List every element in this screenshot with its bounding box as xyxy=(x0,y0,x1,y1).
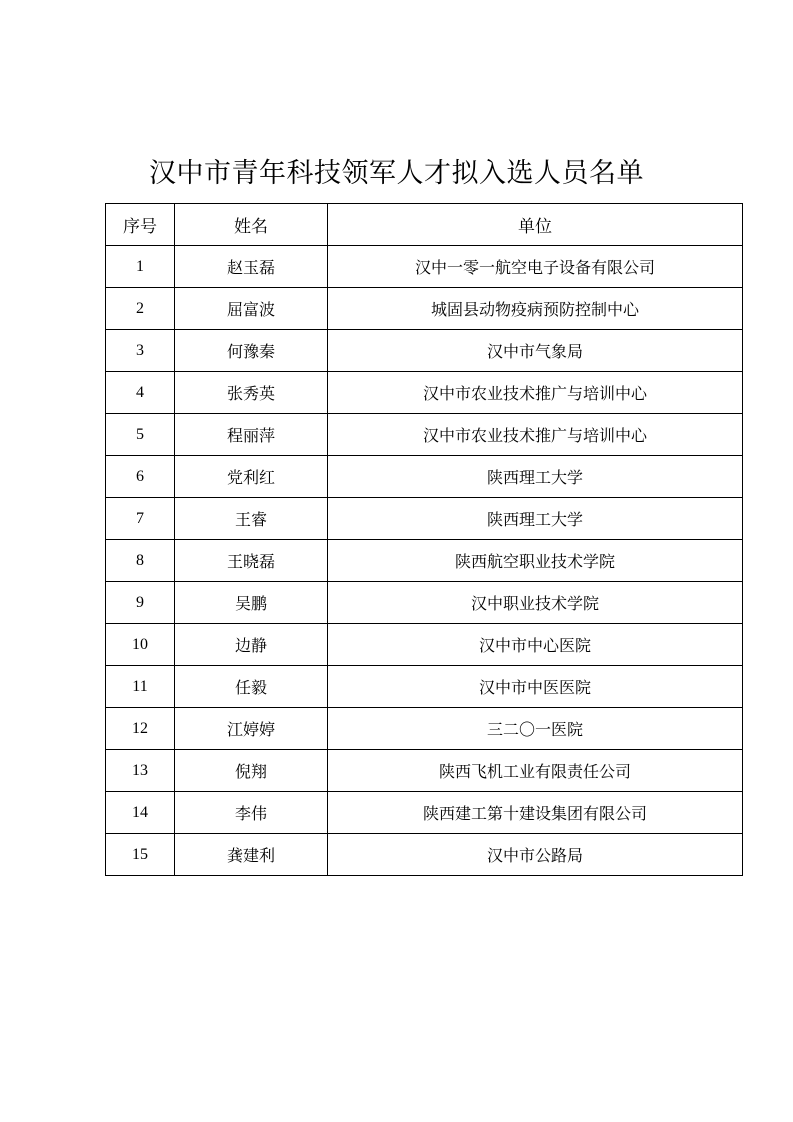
row-unit: 陕西建工第十建设集团有限公司 xyxy=(328,792,743,834)
document-title: 汉中市青年科技领军人才拟入选人员名单 xyxy=(149,158,644,189)
header-unit: 单位 xyxy=(328,204,743,246)
table-row xyxy=(106,666,743,708)
row-name: 张秀英 xyxy=(175,372,328,414)
row-name: 李伟 xyxy=(175,792,328,834)
row-index: 5 xyxy=(106,414,175,456)
row-unit: 汉中市气象局 xyxy=(328,330,743,372)
table-row xyxy=(106,792,743,834)
table-row xyxy=(106,750,743,792)
row-index: 7 xyxy=(106,498,175,540)
row-unit: 汉中市农业技术推广与培训中心 xyxy=(328,414,743,456)
row-index: 13 xyxy=(106,750,175,792)
table-row xyxy=(106,498,743,540)
row-index: 15 xyxy=(106,834,175,876)
table-row xyxy=(106,834,743,876)
row-index: 6 xyxy=(106,456,175,498)
row-name: 党利红 xyxy=(175,456,328,498)
row-index: 1 xyxy=(106,246,175,288)
row-unit: 城固县动物疫病预防控制中心 xyxy=(328,288,743,330)
row-name: 江婷婷 xyxy=(175,708,328,750)
table-row xyxy=(106,582,743,624)
row-name: 王晓磊 xyxy=(175,540,328,582)
row-name: 赵玉磊 xyxy=(175,246,328,288)
row-name: 王睿 xyxy=(175,498,328,540)
row-unit: 陕西理工大学 xyxy=(328,498,743,540)
row-unit: 汉中市公路局 xyxy=(328,834,743,876)
row-name: 倪翔 xyxy=(175,750,328,792)
row-index: 12 xyxy=(106,708,175,750)
row-index: 4 xyxy=(106,372,175,414)
row-name: 任毅 xyxy=(175,666,328,708)
row-unit: 汉中一零一航空电子设备有限公司 xyxy=(328,246,743,288)
row-index: 8 xyxy=(106,540,175,582)
row-name: 程丽萍 xyxy=(175,414,328,456)
row-name: 屈富波 xyxy=(175,288,328,330)
table-row xyxy=(106,246,743,288)
candidate-table xyxy=(105,203,743,876)
row-index: 9 xyxy=(106,582,175,624)
row-index: 3 xyxy=(106,330,175,372)
row-index: 2 xyxy=(106,288,175,330)
row-name: 边静 xyxy=(175,624,328,666)
row-unit: 汉中市中心医院 xyxy=(328,624,743,666)
table-header-row xyxy=(106,204,743,246)
row-unit: 陕西飞机工业有限责任公司 xyxy=(328,750,743,792)
row-name: 何豫秦 xyxy=(175,330,328,372)
row-unit: 汉中市农业技术推广与培训中心 xyxy=(328,372,743,414)
table-row xyxy=(106,372,743,414)
table-row xyxy=(106,624,743,666)
table-row xyxy=(106,540,743,582)
row-unit: 三二〇一医院 xyxy=(328,708,743,750)
row-index: 10 xyxy=(106,624,175,666)
table-row xyxy=(106,414,743,456)
row-unit: 陕西理工大学 xyxy=(328,456,743,498)
table-row xyxy=(106,708,743,750)
header-name: 姓名 xyxy=(175,204,328,246)
row-unit: 汉中市中医医院 xyxy=(328,666,743,708)
row-name: 吴鹏 xyxy=(175,582,328,624)
row-unit: 陕西航空职业技术学院 xyxy=(328,540,743,582)
table-row xyxy=(106,330,743,372)
row-index: 11 xyxy=(106,666,175,708)
table-row xyxy=(106,288,743,330)
row-unit: 汉中职业技术学院 xyxy=(328,582,743,624)
row-name: 龚建利 xyxy=(175,834,328,876)
table-body xyxy=(106,246,743,876)
table-row xyxy=(106,456,743,498)
header-index: 序号 xyxy=(106,204,175,246)
row-index: 14 xyxy=(106,792,175,834)
